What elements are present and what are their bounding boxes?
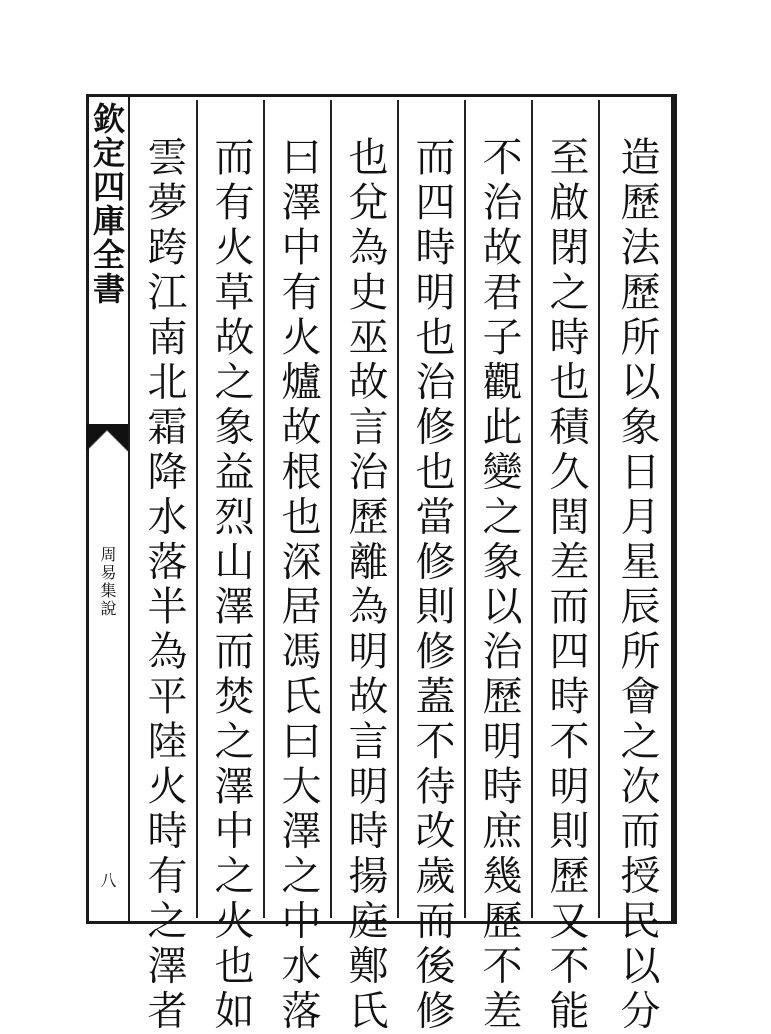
- column-text: 造歷法歷所以象日月星辰所會之次而授民以分: [614, 136, 660, 1034]
- frame-right-edge: [674, 94, 677, 924]
- text-column-4: [399, 100, 465, 1034]
- text-column-8: [131, 100, 197, 1034]
- column-text: 雲夢跨江南北霜降水落半為平陸火時有之澤者: [141, 136, 187, 1034]
- text-column-2: [533, 100, 599, 1034]
- text-column-6: [265, 100, 331, 1034]
- margin-gutter: [86, 94, 130, 924]
- column-text: 不治故君子觀此變之象以治歷明時庶幾歷不差: [476, 136, 522, 1034]
- column-text: 而四時明也治修也當修則修蓋不待改歲而後修: [409, 136, 455, 1034]
- text-column-3: [466, 100, 532, 1034]
- column-text: 也兌為史巫故言治歷離為明故言明時揚庭鄭氏: [342, 136, 388, 1034]
- text-column-5: [332, 100, 398, 1034]
- text-column-1: [604, 100, 670, 1034]
- column-text: 曰澤中有火爐故根也深居馮氏曰大澤之中水落: [275, 136, 321, 1034]
- column-text: 至啟閉之時也積久閏差而四時不明則歷又不能: [543, 136, 589, 1034]
- page-number: 八: [98, 872, 117, 888]
- book-title: 周易集說: [98, 546, 117, 618]
- column-text: 而有火草故之象益烈山澤而焚之澤中之火也如: [208, 136, 254, 1034]
- text-column-7: [198, 100, 264, 1034]
- collection-title: 欽定四庫全書: [88, 102, 126, 306]
- fishtail-mark-icon: [86, 424, 128, 458]
